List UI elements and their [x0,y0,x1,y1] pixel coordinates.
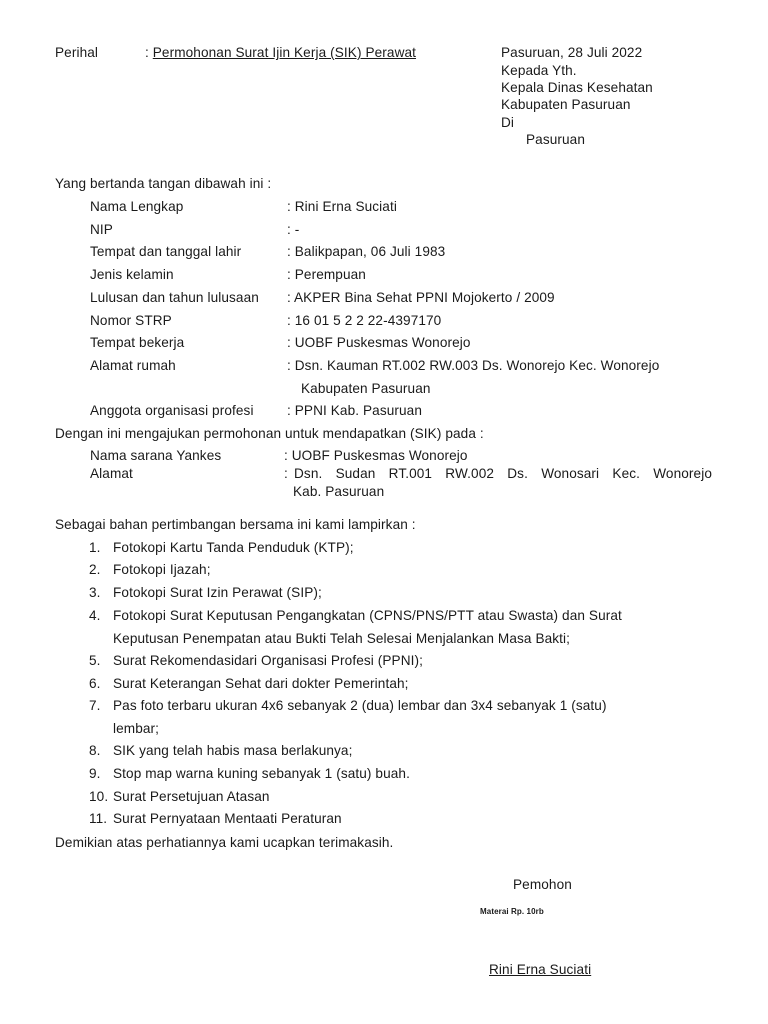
signature-name: Rini Erna Suciati [489,962,592,977]
applicant-label-workplace: Tempat bekerja [90,335,185,350]
recipient-line-4: Di [501,115,515,130]
facility-address-value: Dsn. Sudan RT.001 RW.002 Ds. Wonosari Kec. Wonorejo [294,466,712,481]
attachment-text: Surat Keterangan Sehat dari dokter Pemerintah; [113,676,409,691]
attachment-text: Stop map warna kuning sebanyak 1 (satu) buah. [113,766,410,781]
request-text: Dengan ini mengajukan permohonan untuk mendapatkan (SIK) pada : [55,426,484,441]
applicant-value-birth: : Balikpapan, 06 Juli 1983 [287,244,446,259]
attachment-text: Pas foto terbaru ukuran 4x6 sebanyak 2 (dua) lembar dan 3x4 sebanyak 1 (satu) [113,698,607,713]
applicant-label-education: Lulusan dan tahun lulusaan [90,290,259,305]
recipient-line-3: Kabupaten Pasuruan [501,97,631,112]
attachment-num: 9. [89,766,101,781]
perihal-subject: Permohonan Surat Ijin Kerja (SIK) Perawat [152,45,417,60]
attachment-num: 5. [89,653,101,668]
applicant-value-address: : Dsn. Kauman RT.002 RW.003 Ds. Wonorejo Kec. Wonorejo [287,358,660,373]
attachment-text: Surat Persetujuan Atasan [113,789,270,804]
signature-role: Pemohon [513,877,572,892]
attachment-num: 7. [89,698,101,713]
attachment-text: SIK yang telah habis masa berlakunya; [113,743,353,758]
applicant-value-gender: : Perempuan [287,267,366,282]
facility-name-label: Nama sarana Yankes [90,448,222,463]
applicant-label-name: Nama Lengkap [90,199,184,214]
attachment-num: 1. [89,540,101,555]
applicant-label-address: Alamat rumah [90,358,176,373]
applicant-value-nip: : - [287,222,300,237]
materai-stamp-note: Materai Rp. 10rb [480,907,544,916]
attachment-text: Fotokopi Ijazah; [113,562,211,577]
applicant-value-name: : Rini Erna Suciati [287,199,397,214]
attachment-num: 10. [89,789,109,804]
attachment-text-line2: Keputusan Penempatan atau Bukti Telah Selesai Menjalankan Masa Bakti; [113,631,571,646]
attachments-intro: Sebagai bahan pertimbangan bersama ini kami lampirkan : [55,517,416,532]
attachment-num: 11. [89,811,108,826]
recipient-line-1: Kepada Yth. [501,63,577,78]
applicant-label-nip: NIP [90,222,113,237]
applicant-label-organization: Anggota organisasi profesi [90,403,254,418]
facility-name-value: : UOBF Puskesmas Wonorejo [284,448,468,463]
attachment-num: 8. [89,743,101,758]
facility-address-colon: : [284,466,288,481]
attachment-num: 3. [89,585,101,600]
recipient-line-5: Pasuruan [526,132,585,147]
recipient-line-2: Kepala Dinas Kesehatan [501,80,653,95]
applicant-label-birth: Tempat dan tanggal lahir [90,244,242,259]
attachment-text-line2: lembar; [113,721,160,736]
attachment-num: 6. [89,676,101,691]
applicant-value-strp: : 16 01 5 2 2 22-4397170 [287,313,442,328]
attachment-text: Surat Rekomendasidari Organisasi Profesi (PPNI); [113,653,424,668]
applicant-label-gender: Jenis kelamin [90,267,174,282]
attachment-text: Fotokopi Surat Keputusan Pengangkatan (CPNS/PNS/PTT atau Swasta) dan Surat [113,608,622,623]
applicant-value-education: : AKPER Bina Sehat PPNI Mojokerto / 2009 [287,290,555,305]
closing-text: Demikian atas perhatiannya kami ucapkan terimakasih. [55,835,394,850]
facility-address-line2: Kab. Pasuruan [293,484,385,499]
applicant-label-strp: Nomor STRP [90,313,172,328]
attachment-text: Fotokopi Kartu Tanda Penduduk (KTP); [113,540,354,555]
perihal-value: : Permohonan Surat Ijin Kerja (SIK) Perawat [145,45,417,60]
applicant-value-address-line2: Kabupaten Pasuruan [301,381,431,396]
applicant-value-organization: : PPNI Kab. Pasuruan [287,403,423,418]
attachment-text: Surat Pernyataan Mentaati Peraturan [113,811,342,826]
applicant-value-workplace: : UOBF Puskesmas Wonorejo [287,335,471,350]
attachment-num: 2. [89,562,101,577]
perihal-label: Perihal [55,45,99,60]
letter-date: Pasuruan, 28 Juli 2022 [501,45,643,60]
attachment-text: Fotokopi Surat Izin Perawat (SIP); [113,585,322,600]
attachment-num: 4. [89,608,101,623]
intro-text: Yang bertanda tangan dibawah ini : [55,176,272,191]
facility-address-label: Alamat [90,466,133,481]
